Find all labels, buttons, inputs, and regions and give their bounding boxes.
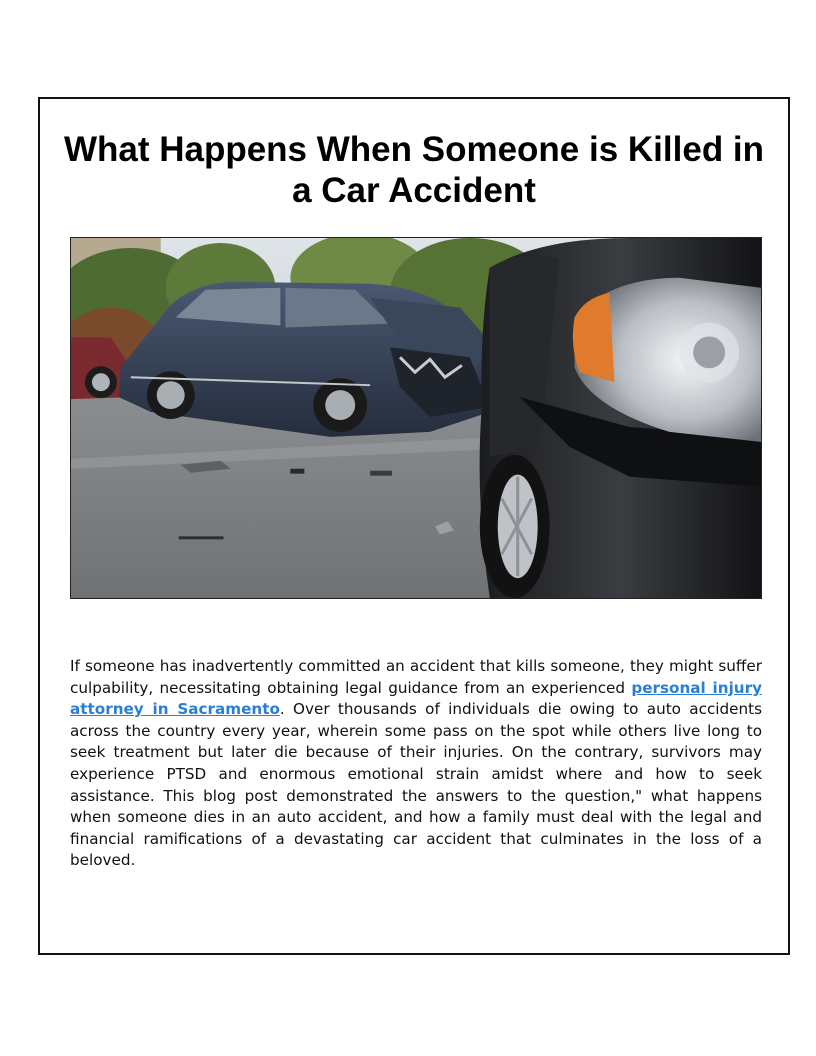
car-accident-photo bbox=[70, 237, 762, 599]
article-title: What Happens When Someone is Killed in a Car Accident bbox=[63, 130, 765, 210]
paragraph-text-after-link: . Over thousands of individuals die owing to auto accidents across the country every year, wherein some pass on the spot while others live long to seek treatment but later die because of their injuries. On the contrary, survivors may experience PTSD and enormous emotional strain amidst where and how to seek assistance. This blog post demonstrated the answers to the question," what happens when someone dies in an auto accident, and how a family must deal with the legal and financial ramifications of a devastating car accident that culminates in the loss of a beloved. bbox=[70, 700, 762, 870]
sacramento-attorney-link[interactable]: personal injury attorney in Sacramento bbox=[70, 678, 762, 719]
paragraph-text-before-link: If someone has inadvertently committed an accident that kills someone, they might suffer culpability, necessitating obtaining legal guidance from an experienced bbox=[70, 657, 762, 697]
car-accident-illustration bbox=[71, 238, 761, 598]
article-paragraph bbox=[70, 656, 762, 872]
article-frame bbox=[38, 97, 790, 955]
